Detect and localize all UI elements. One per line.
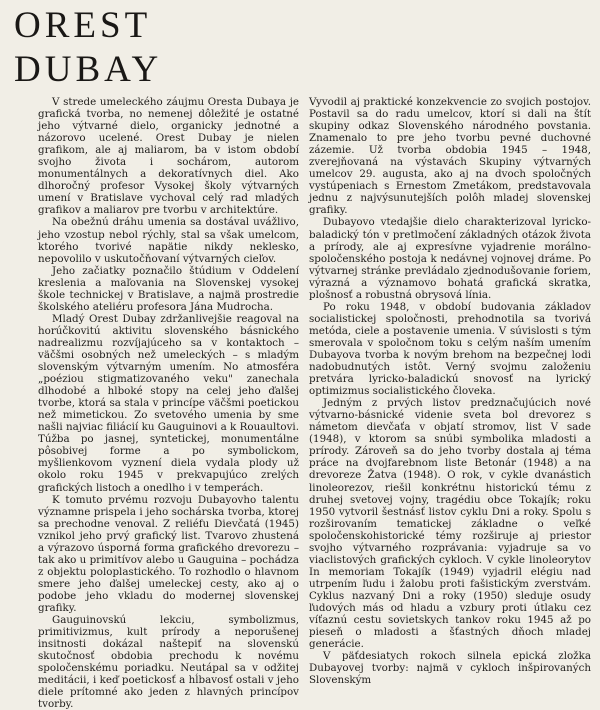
article-title <box>14 4 162 92</box>
paragraph: Jedným z prvých listov predznačujúcich nové výtvarno-básnické videnie sveta bol drevorez s námetom dievčaťa v objatí stromov, list V sade (1948), v ktorom sa snúbi symbolika mladosti a prírody. Zároveň sa do jeho tvorby dostala aj téma práce na dvojfarebnom liste Betonár (1948) a na drevoreze Žatva (1948). O rok, v cykle dvanástich linoleorezov, riešil konkrétnu historickú tému z druhej svetovej vojny, tragédiu obce Tokajík; roku 1950 vytvoril šestnásť listov cyklu Dni a roky. Spolu s rozširovaním tematickej základne o veľké spoločenskohistorické témy rozširuje aj priestor svojho výtvarného rozprávania: vyjadruje sa vo viaclistových grafických cykloch. V cykle linoleorytov In memoriam Tokajík (1949) vyjadril elégiu nad utrpením ľudu i žalobu proti fašistickým zverstvám. Cyklus nazvaný Dni a roky (1950) sleduje osudy ľudových más od hladu a vzbury proti útlaku cez víťaznú cestu sovietskych tankov roku 1945 až po pieseň o mladosti a šťastných dňoch mladej generácie. <box>309 397 591 651</box>
paragraph: V strede umeleckého záujmu Oresta Dubaya je grafická tvorba, no nemenej dôležité je ostatné jeho výtvarné dielo, organicky jednotné a názorovo ucelené. Orest Dubay je nielen grafikom, ale aj maliarom, ba v istom období svojho života i sochárom, autorom monumentálnych a dekoratívnych diel. Ako dlhoročný profesor Vysokej školy výtvarných umení v Bratislave vychoval celý rad mladých grafikov a maliarov pre tvorbu v architektúre. <box>38 96 299 217</box>
title-line-1: OREST <box>14 5 152 46</box>
paragraph: Mladý Orest Dubay zdržanlivejšie reagoval na horúčkovitú aktivitu slovenského básnického nadrealizmu rozvíjajúceho sa v kontaktoch – väčšmi osobných než umeleckých – s mladým slovenským výtvarným umením. No atmosféra „poéziou stigmatizovaného veku" zanechala dlhodobé a hlboké stopy na celej jeho ďalšej tvorbe, ktorá sa stala v princípe väčšmi poetickou než mimetickou. Zo svetového umenia by sme našli najviac filiácií ku Gauguinovi a k Rouaultovi. Túžba po jasnej, syntetickej, monumentálne pôsobivej forme a po symbolickom, myšlienkovom vyznení diela vydala plody už okolo roku 1945 v prekvapujúco zrelých grafických listoch a onedlho i v temperách. <box>38 312 299 494</box>
paragraph: K tomuto prvému rozvoju Dubayovho talentu významne prispela i jeho sochárska tvorba, ktorej sa prechodne venoval. Z reliéfu Dievčatá (1945) vznikol jeho prvý grafický list. Tvarovo zhustená a výrazovo úsporná forma grafického drevorezu – tak ako u primitívov alebo u Gauguina – pochádza z objektu poloplastického. To rozhodlo o hlavnom smere jeho ďalšej umeleckej cesty, ako aj o podobe jeho vkladu do modernej slovenskej grafiky. <box>38 493 299 614</box>
paragraph: Gauguinovskú lekciu, symbolizmus, primitivizmus, kult prírody a neporušenej insitnosti dokázal naštepiť na slovenskú skutočnosť obdobia prechodu k novému spoločenskému poriadku. Neutápal sa v odžitej meditácii, i keď poetickosť a hĺbavosť ostali v jeho diele prítomné ako jeden z hlavných princípov tvorby. <box>38 614 299 710</box>
paragraph: V päťdesiatych rokoch silnela epická zložka Dubayovej tvorby: najmä v cykloch inšpirovaných Slovenským <box>309 650 591 687</box>
paragraph: Jeho začiatky poznačilo štúdium v Oddelení kreslenia a maľovania na Slovenskej vysokej škole technickej v Bratislave, a najmä prostredie školského ateliéru profesora Jána Mudrocha. <box>38 264 299 313</box>
paragraph: Po roku 1948, v období budovania základov socialistickej spoločnosti, prehodnotila sa tvorivá metóda, ciele a postavenie umenia. V súvislosti s tým smerovala v spoločnom toku s celým naším umením Dubayova tvorba k novým brehom na bezpečnej lodi nadobudnutých istôt. Verný svojmu založeniu pretvára lyricko-baladickú snovosť na lyrický optimizmus socialistického človeka. <box>309 300 591 398</box>
title-line-2: DUBAY <box>14 49 163 90</box>
right-text-column <box>309 96 591 703</box>
paragraph: Na obežnú dráhu umenia sa dostával uvážlivo, jeho vzostup nebol rýchly, stal sa však umelcom, ktorého tvorivé napätie nikdy neklesko, nepovolilo v uskutočňovaní výtvarných cieľov. <box>38 216 299 265</box>
left-text-column <box>38 96 299 710</box>
paragraph: Vyvodil aj praktické konzekvencie zo svojich postojov. Postavil sa do radu umelcov, ktorí si dali na štít skupiny odkaz Slovenského národného povstania. Znamenalo to pre jeho tvorbu pevné duchovné zázemie. Už tvorba obdobia 1945 – 1948, zverejňovaná na výstavách Skupiny výtvarných umelcov 29. augusta, ako aj na dvoch spoločných vystúpeniach s Ernestom Zmetákom, predstavovala jednu z najvýsunutejších polôh mladej slovenskej grafiky. <box>309 96 591 217</box>
paragraph: Dubayovo vtedajšie dielo charakterizoval lyricko-baladický tón v pretlmočení základných otázok života a prírody, ale aj expresívne vyjadrenie morálno-spoločenského postoja k nedávnej vojnovej dráme. Po výtvarnej stránke prevládalo zjednodušovanie foriem, výrazná a významovo bohatá grafická skratka, plošnosť a robustná obrysová línia. <box>309 216 591 301</box>
